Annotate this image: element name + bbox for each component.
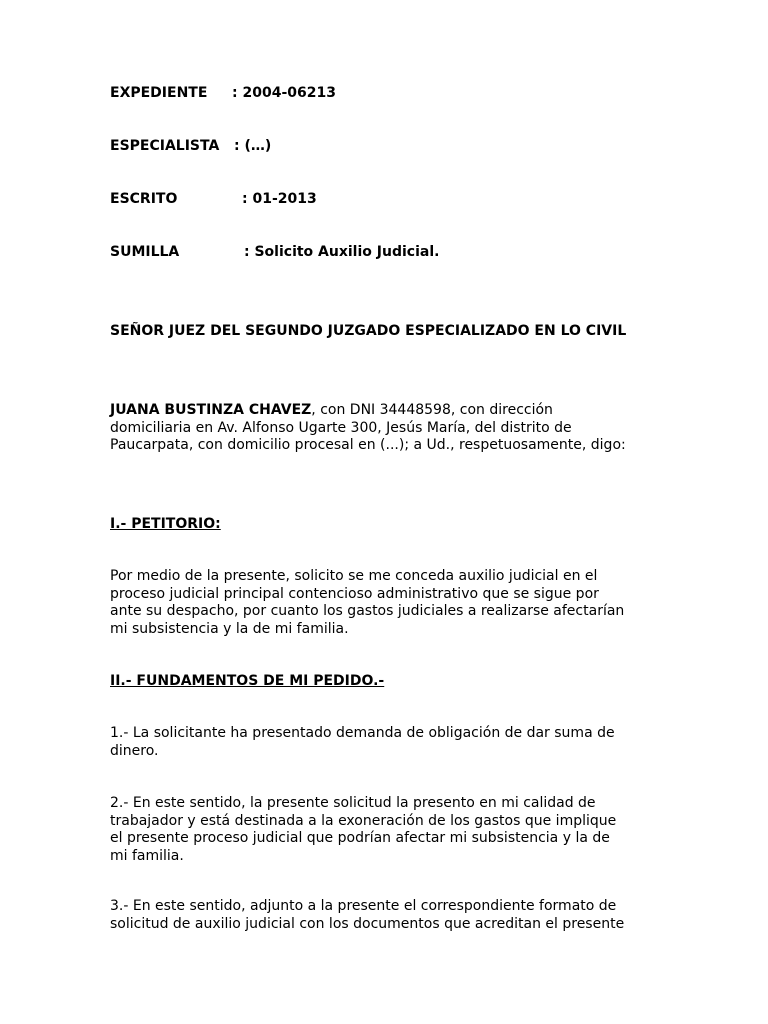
escrito-value: : 01-2013	[242, 191, 317, 207]
expediente-value: : 2004-06213	[232, 85, 336, 101]
petitorio-paragraph: Por medio de la presente, solicito se me conceda auxilio judicial en el proceso judicial principal contencioso administrativo que se sigue por ante su despacho, por cuanto los gastos judiciales a realizarse afectarían mi subsistencia y la de mi familia.	[110, 568, 625, 637]
fundamento-item-2: 2.- En este sentido, la presente solicitud la presento en mi calidad de trabajador y está destinada a la exoneración de los gastos que implique el presente proceso judicial que podrían afectar mi subsistencia y la de mi familia.	[110, 795, 617, 864]
escrito-label: ESCRITO	[110, 191, 178, 207]
addressee-heading: SEÑOR JUEZ DEL SEGUNDO JUZGADO ESPECIALIZADO EN LO CIVIL	[110, 323, 627, 339]
sumilla-value: : Solicito Auxilio Judicial.	[244, 244, 440, 260]
especialista-value: : (…)	[234, 138, 272, 154]
expediente-label: EXPEDIENTE	[110, 85, 208, 101]
especialista-label: ESPECIALISTA	[110, 138, 220, 154]
intro-text: , con DNI 34448598, con dirección domiciliaria en Av. Alfonso Ugarte 300, Jesús María, del distrito de Paucarpata, con domicilio procesal en (...); a Ud., respetuosamente, digo:	[110, 402, 626, 453]
fundamentos-heading: II.- FUNDAMENTOS DE MI PEDIDO.-	[110, 673, 385, 689]
sumilla-label: SUMILLA	[110, 244, 180, 260]
intro-paragraph	[110, 402, 630, 455]
fundamento-item-1: 1.- La solicitante ha presentado demanda de obligación de dar suma de dinero.	[110, 725, 615, 759]
fundamento-item-3: 3.- En este sentido, adjunto a la presente el correspondiente formato de solicitud de auxilio judicial con los documentos que acreditan el presente	[110, 898, 625, 932]
petitorio-heading: I.- PETITORIO:	[110, 516, 221, 532]
petitioner-name: JUANA BUSTINZA CHAVEZ	[110, 402, 312, 418]
